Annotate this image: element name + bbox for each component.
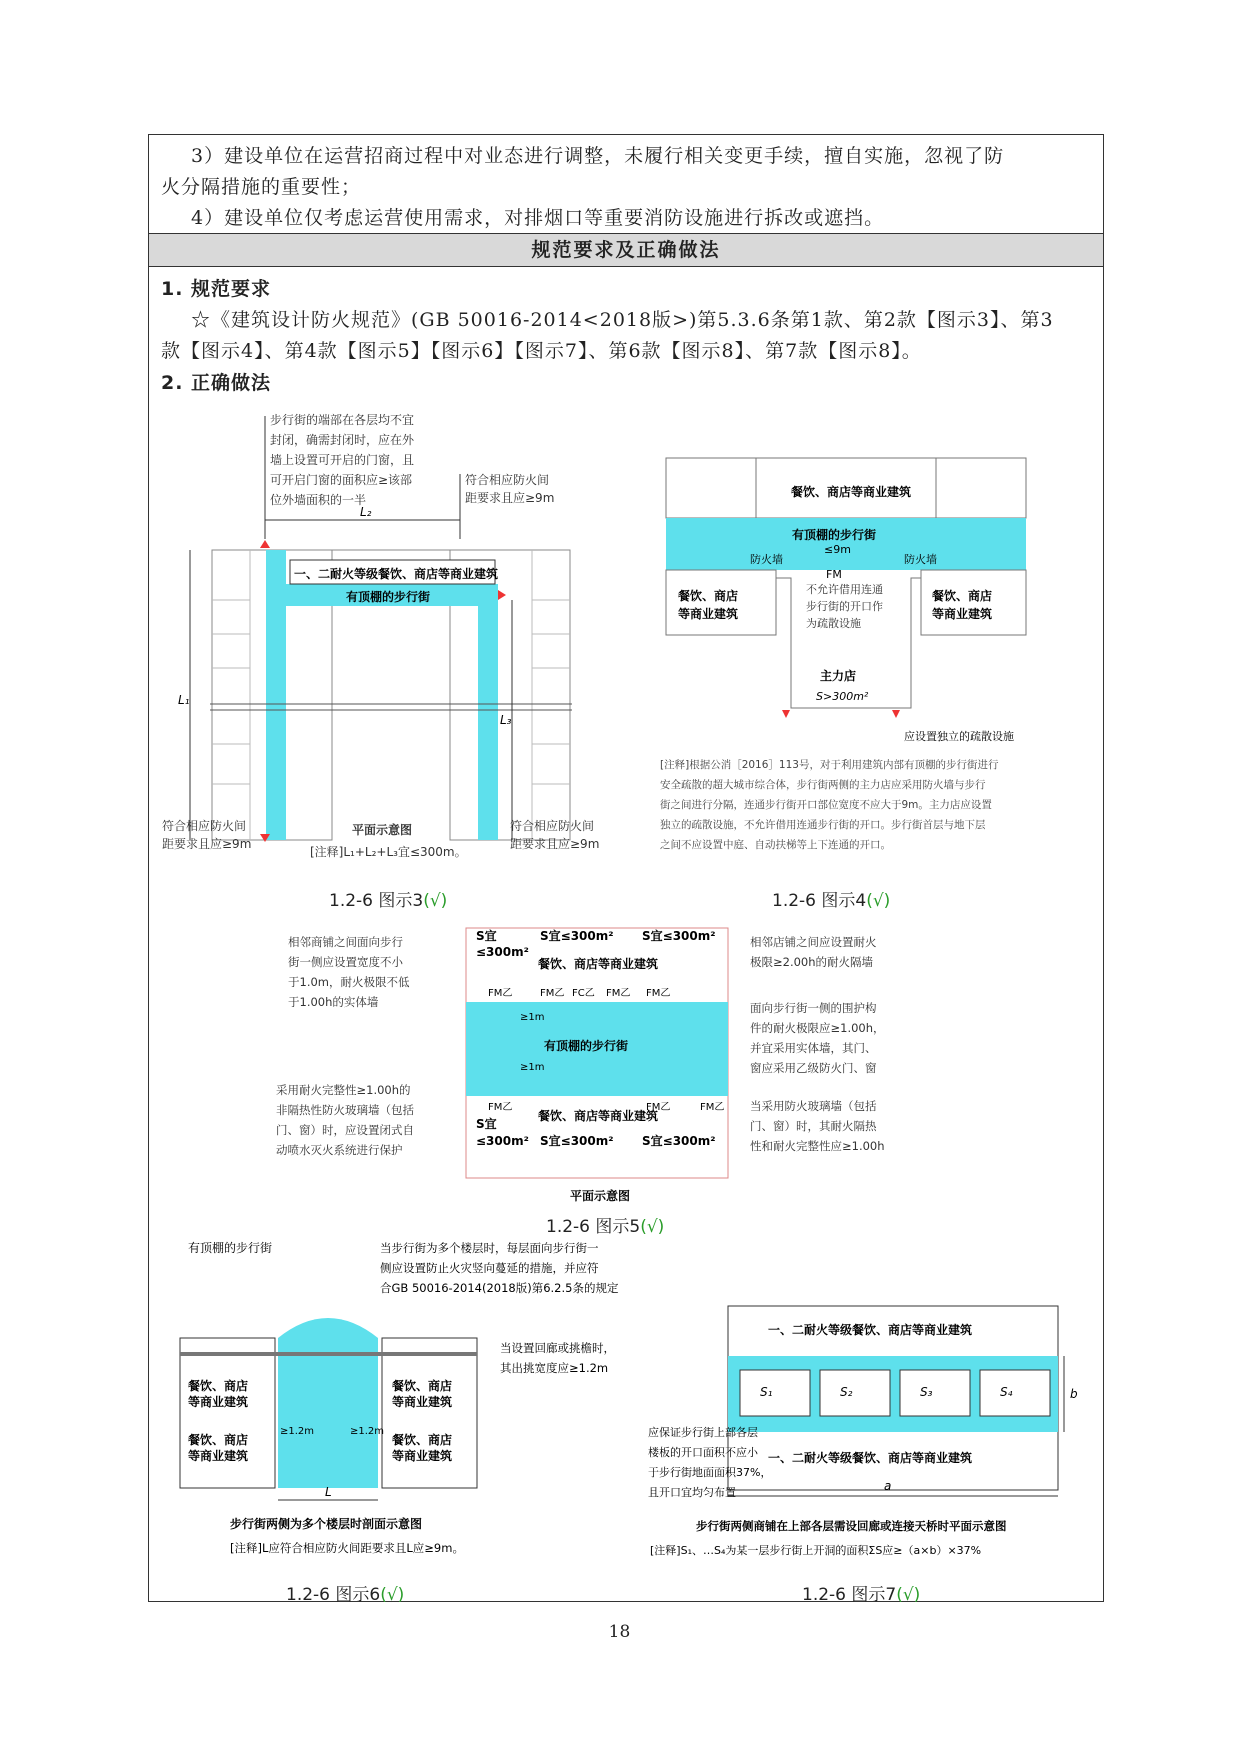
fig6-top-note: 侧应设置防止火灾竖向蔓延的措施，并应符 (380, 1261, 599, 1275)
req-line2: 款【图示4】、第4款【图示5】【图示6】【图示7】、第6款【图示8】、第7款【图示8】。 (161, 340, 922, 362)
fig5-ge1m: ≥1m (520, 1062, 545, 1073)
fig6-street: 有顶棚的步行街 (188, 1241, 273, 1255)
fig4-fm: FM (826, 568, 842, 581)
fig5-street: 有顶棚的步行街 (544, 1039, 629, 1053)
fig5-right-note2: 件的耐火极限应≥1.00h， (750, 1021, 885, 1035)
fig6-title: 步行街两侧为多个楼层时剖面示意图 (230, 1517, 423, 1531)
fig6-shop: 餐饮、商店 (392, 1379, 453, 1393)
figure-7 (648, 1304, 1094, 1578)
fig5-left-note2: 门、窗）时，应设置闭式自 (276, 1123, 414, 1137)
fig6-comment: [注释]L应符合相应防火间距要求且L应≥9m。 (230, 1541, 464, 1555)
fig4-anchor: 主力店 (820, 669, 857, 683)
fig5-s: ≤300m² (476, 945, 529, 959)
fig3-bl-note: 距要求且应≥9m (162, 837, 252, 851)
item3-line2: 火分隔措施的重要性； (161, 176, 362, 198)
fig4-right-building: 餐饮、商店 (932, 589, 993, 603)
fig4-area: S>300m² (816, 690, 869, 703)
fig7-caption: 1.2-6 图示7(√) (802, 1585, 921, 1605)
fig6-l: L (325, 1485, 332, 1499)
fig3-building-label: 一、二耐火等级餐饮、商店等商业建筑 (294, 567, 499, 581)
figure-5 (270, 920, 930, 1215)
fig4-comment: 安全疏散的超大城市综合体，步行街两侧的主力店应采用防火墙与步行 (660, 779, 986, 791)
fig3-l3: L₃ (500, 713, 512, 727)
fig5-right-note3: 当采用防火玻璃墙（包括 (750, 1099, 877, 1113)
fig4-wall-right: 防火墙 (904, 553, 937, 566)
fig5-fm: FM乙 (488, 988, 513, 999)
fig4-caption: 1.2-6 图示4(√) (772, 891, 891, 911)
fig5-fc: FC乙 (572, 988, 595, 999)
fig5-right-note2: 窗应采用乙级防火门、窗 (750, 1061, 877, 1075)
fig7-b: b (1070, 1387, 1078, 1401)
fig4-wall-left: 防火墙 (750, 553, 783, 566)
fig4-left-building: 餐饮、商店 (678, 589, 739, 603)
fig3-l1: L₁ (178, 693, 190, 707)
fig6-right-note: 当设置回廊或挑檐时， (500, 1341, 615, 1355)
fig5-fm: FM乙 (488, 1102, 513, 1113)
fig5-s: S宜 (476, 929, 497, 943)
fig5-s: S宜≤300m² (642, 1134, 716, 1148)
fig4-comment: 街之间进行分隔，连通步行街开口部位宽度不应大于9m。主力店应设置 (660, 799, 992, 811)
fig5-s: S宜≤300m² (642, 929, 716, 943)
fig5-s: S宜≤300m² (540, 929, 614, 943)
fig5-top-building: 餐饮、商店等商业建筑 (538, 957, 659, 971)
fig7-building: 一、二耐火等级餐饮、商店等商业建筑 (768, 1323, 973, 1337)
fig4-mid-note: 不允许借用连通 (806, 583, 883, 596)
fig5-left-note1: 街一侧应设置宽度不小 (288, 955, 403, 969)
fig4-comment: 之间不应设置中庭、自动扶梯等上下连通的开口。 (660, 839, 891, 851)
req-title: 1. 规范要求 (161, 278, 272, 300)
fig3-note-line: 位外墙面积的一半 (270, 493, 367, 507)
fig6-width: ≥1.2m (280, 1426, 315, 1437)
fig5-fm: FM乙 (540, 988, 565, 999)
fig5-left-note2: 非隔热性防火玻璃墙（包括 (276, 1103, 414, 1117)
fig3-caption: 1.2-6 图示3(√) (329, 891, 448, 911)
fig3-right-note: 距要求且应≥9m (465, 491, 555, 505)
figure-6 (170, 1238, 650, 1578)
fig5-fm: FM乙 (700, 1102, 725, 1113)
fig5-right-note3: 门、窗）时，其耐火隔热 (750, 1119, 877, 1133)
fig5-bottom-building: 餐饮、商店等商业建筑 (538, 1109, 659, 1123)
check-mark: (√) (380, 1585, 405, 1605)
fig3-street-label: 有顶棚的步行街 (346, 590, 431, 604)
fig7-s: S₃ (920, 1385, 933, 1399)
fig6-top-note: 当步行街为多个楼层时，每层面向步行街一 (380, 1241, 599, 1255)
fig3-bl-note: 符合相应防火间 (162, 819, 247, 833)
fig7-title: 步行街两侧商铺在上部各层需设回廊或连接天桥时平面示意图 (696, 1519, 1007, 1533)
fig4-right-building: 等商业建筑 (932, 607, 993, 621)
fig6-shop: 餐饮、商店 (188, 1433, 249, 1447)
fig5-plan-label: 平面示意图 (570, 1189, 631, 1203)
fig7-note: 楼板的开口面积不应小 (648, 1446, 758, 1459)
fig5-left-note1: 于1.00h的实体墙 (288, 995, 379, 1009)
figure-4 (656, 450, 1096, 870)
fig6-shop: 等商业建筑 (392, 1395, 453, 1409)
fig3-note-line: 可开启门窗的面积应≥该部 (270, 473, 413, 487)
figure-3 (160, 404, 630, 874)
fig7-s: S₂ (840, 1385, 853, 1399)
fig4-comment: [注释]根据公消［2016］113号，对于利用建筑内部有顶棚的步行街进行 (660, 759, 999, 771)
problem-cell (149, 135, 1103, 234)
fig5-fm: FM乙 (646, 1102, 671, 1113)
fig7-building: 一、二耐火等级餐饮、商店等商业建筑 (768, 1451, 973, 1465)
fig6-shop: 等商业建筑 (188, 1449, 249, 1463)
fig4-mid-note: 步行街的开口作 (806, 600, 883, 613)
fig5-right-note1: 极限≥2.00h的耐火隔墙 (750, 955, 874, 969)
fig4-exit-note: 应设置独立的疏散设施 (904, 730, 1014, 743)
fig6-shop: 餐饮、商店 (188, 1379, 249, 1393)
fig5-fm: FM乙 (646, 988, 671, 999)
item3-line1: 3）建设单位在运营招商过程中对业态进行调整，未履行相关变更手续，擅自实施，忽视了防 (191, 145, 1005, 167)
fig3-l2: L₂ (360, 505, 372, 519)
fig5-s: ≤300m² (476, 1134, 529, 1148)
section-header: 规范要求及正确做法 (149, 234, 1103, 267)
fig3-br-note: 符合相应防火间 (510, 819, 595, 833)
check-mark: (√) (896, 1585, 921, 1605)
fig7-a: a (884, 1479, 892, 1493)
fig5-left-note2: 采用耐火完整性≥1.00h的 (276, 1083, 411, 1097)
fig5-ge1m: ≥1m (520, 1012, 545, 1023)
fig5-left-note1: 相邻商铺之间面向步行 (288, 935, 403, 949)
fig6-shop: 等商业建筑 (392, 1449, 453, 1463)
fig5-s: S宜≤300m² (540, 1134, 614, 1148)
fig3-right-note: 符合相应防火间 (465, 473, 550, 487)
fig5-right-note2: 面向步行街一侧的围护构 (750, 1001, 877, 1015)
check-mark: (√) (866, 891, 891, 911)
fig3-note-line: 封闭，确需封闭时，应在外 (270, 433, 415, 447)
fig5-right-note2: 并宜采用实体墙，其门、 (750, 1041, 877, 1055)
fig4-le9: ≤9m (824, 543, 851, 556)
fig4-street: 有顶棚的步行街 (792, 528, 877, 542)
page-number: 18 (608, 1622, 631, 1642)
fig7-note: 应保证步行街上部各层 (648, 1426, 758, 1439)
fig7-s: S₄ (1000, 1385, 1013, 1399)
fig7-comment: [注释]S₁、…S₄为某一层步行街上开洞的面积ΣS应≥（a×b）×37% (650, 1544, 982, 1557)
fig5-caption: 1.2-6 图示5(√) (546, 1217, 665, 1237)
fig7-s: S₁ (760, 1385, 773, 1399)
fig5-fm: FM乙 (606, 988, 631, 999)
fig7-note: 于步行街地面面积37%， (648, 1466, 772, 1479)
fig4-top-building: 餐饮、商店等商业建筑 (791, 485, 912, 499)
fig6-top-note: 合GB 50016-2014(2018版)第6.2.5条的规定 (380, 1281, 619, 1295)
fig6-shop: 等商业建筑 (188, 1395, 249, 1409)
fig5-right-note1: 相邻店铺之间应设置耐火 (750, 935, 877, 949)
fig5-left-note1: 于1.0m，耐火极限不低 (288, 975, 410, 989)
check-mark: (√) (640, 1217, 665, 1237)
fig6-right-note: 其出挑宽度应≥1.2m (500, 1361, 609, 1375)
fig5-s: S宜 (476, 1117, 497, 1131)
fig3-plan-label: 平面示意图 (352, 823, 413, 837)
req-line1: ☆《建筑设计防火规范》(GB 50016-2014<2018版>)第5.3.6条第1款、第2款【图示3】、第3 (191, 309, 1054, 331)
fig7-note: 且开口宜均匀布置 (648, 1486, 736, 1499)
fig3-note-line: 步行街的端部在各层均不宜 (270, 413, 415, 427)
fig3-comment: [注释]L₁+L₂+L₃宜≤300m。 (310, 845, 467, 859)
fig4-mid-note: 为疏散设施 (806, 617, 861, 630)
fig3-note-line: 墙上设置可开启的门窗，且 (270, 453, 415, 467)
fig5-left-note2: 动喷水灭火系统进行保护 (276, 1143, 403, 1157)
fig3-br-note: 距要求且应≥9m (510, 837, 600, 851)
fig6-width: ≥1.2m (350, 1426, 385, 1437)
fig4-comment: 独立的疏散设施，不允许借用连通步行街的开口。步行街首层与地下层 (660, 819, 986, 831)
fig5-right-note3: 性和耐火完整性应≥1.00h (750, 1139, 885, 1153)
fig4-left-building: 等商业建筑 (678, 607, 739, 621)
method-title: 2. 正确做法 (161, 372, 272, 394)
item4: 4）建设单位仅考虑运营使用需求，对排烟口等重要消防设施进行拆改或遮挡。 (191, 207, 885, 229)
fig6-shop: 餐饮、商店 (392, 1433, 453, 1447)
check-mark: (√) (423, 891, 448, 911)
fig6-caption: 1.2-6 图示6(√) (286, 1585, 405, 1605)
